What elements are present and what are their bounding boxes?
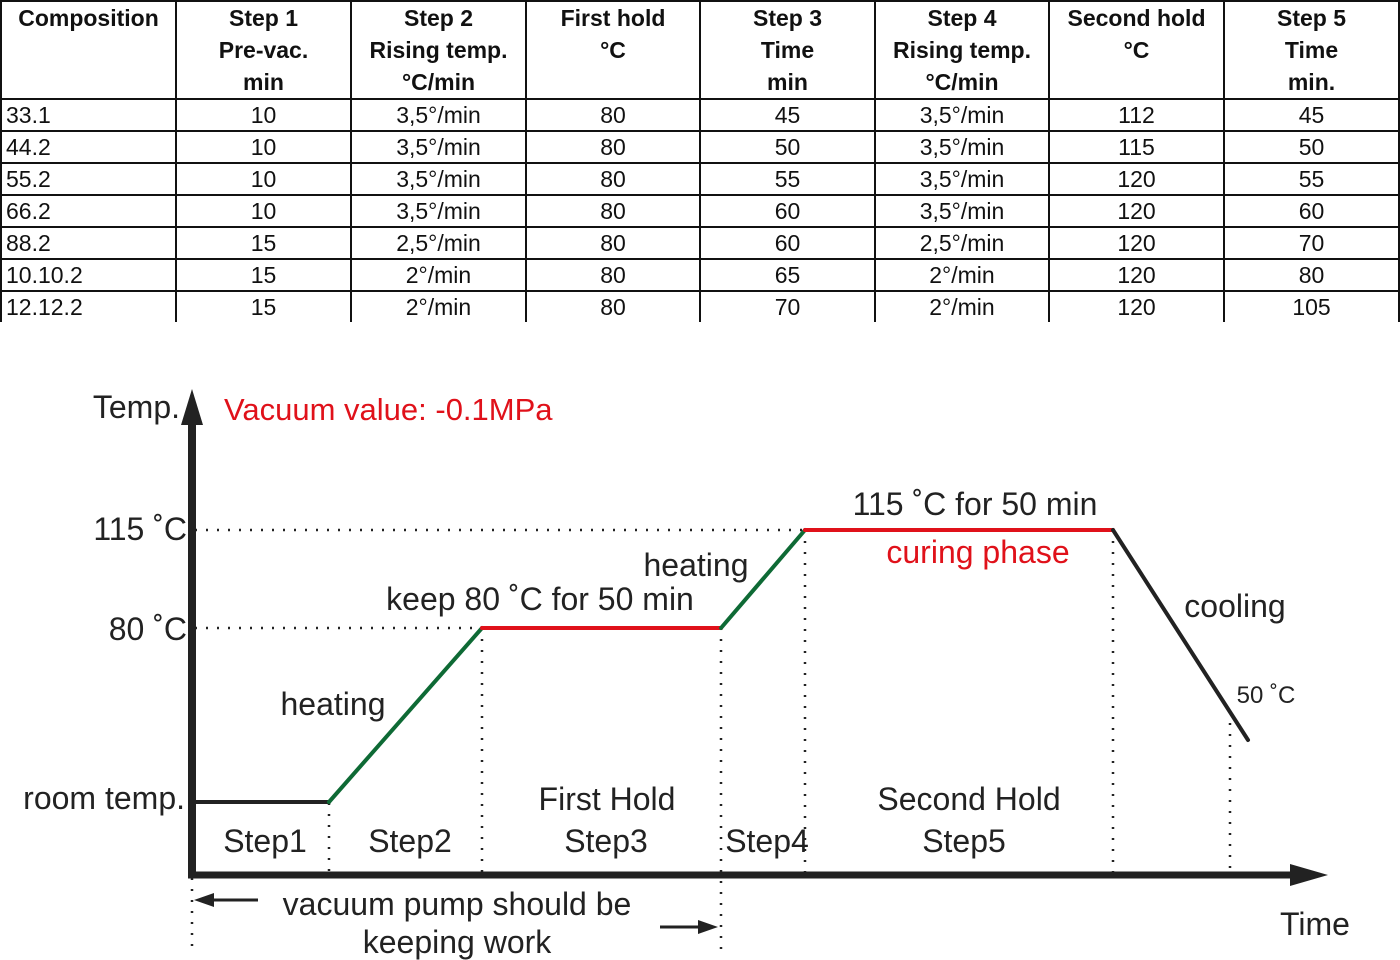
table-cell: 80	[526, 291, 700, 322]
axes	[181, 389, 1328, 886]
table-header	[1, 1, 1399, 99]
table-cell: 60	[700, 195, 875, 227]
table-cell: 60	[1224, 195, 1399, 227]
header-cell	[1049, 66, 1224, 99]
table-cell: 10	[176, 163, 351, 195]
table-cell: 3,5°/min	[875, 131, 1049, 163]
table-cell: 120	[1049, 163, 1224, 195]
x-axis-arrow	[1290, 864, 1328, 886]
room-temp-label: room temp.	[23, 780, 185, 816]
table-cell: 105	[1224, 291, 1399, 322]
header-cell: Step 5	[1224, 1, 1399, 34]
composition-cell: 44.2	[1, 131, 176, 163]
table-cell: 45	[1224, 99, 1399, 131]
header-cell: Step 1	[176, 1, 351, 34]
x-axis-label: Time	[1280, 906, 1350, 942]
table-cell: 55	[700, 163, 875, 195]
table-cell: 65	[700, 259, 875, 291]
table-cell: 112	[1049, 99, 1224, 131]
table-cell: 10	[176, 131, 351, 163]
table-row	[1, 131, 1399, 163]
table-cell: 10	[176, 195, 351, 227]
header-cell: Step 4	[875, 1, 1049, 34]
y-axis-label: Temp.	[92, 389, 180, 425]
table-cell: 50	[700, 131, 875, 163]
table-cell: 80	[526, 259, 700, 291]
table-cell: 80	[526, 227, 700, 259]
vacuum-pump-text-line2: keeping work	[362, 924, 552, 960]
temp-50-label: 50 ˚C	[1236, 682, 1296, 709]
table-row	[1, 99, 1399, 131]
step4-label: Step4	[725, 823, 809, 859]
table-cell: 2°/min	[351, 291, 526, 322]
temp-115-label: 115 ˚C	[93, 511, 187, 547]
table-cell: 80	[526, 163, 700, 195]
process-parameter-table	[0, 0, 1400, 322]
cooling-label: cooling	[1184, 588, 1286, 624]
table-cell: 3,5°/min	[875, 195, 1049, 227]
table-cell: 120	[1049, 195, 1224, 227]
header-cell: Time	[700, 34, 875, 66]
heating-label-1: heating	[280, 686, 386, 722]
header-cell: First hold	[526, 1, 700, 34]
table-cell: 70	[1224, 227, 1399, 259]
header-cell: Time	[1224, 34, 1399, 66]
cooling-segment	[1113, 530, 1248, 740]
header-cell: min	[700, 66, 875, 99]
step1-label: Step1	[223, 823, 307, 859]
table-cell: 2,5°/min	[875, 227, 1049, 259]
curing-phase-label: curing phase	[886, 534, 1070, 570]
composition-cell: 12.12.2	[1, 291, 176, 322]
table-cell: 2,5°/min	[351, 227, 526, 259]
header-cell	[526, 66, 700, 99]
table-body	[1, 99, 1399, 322]
table-row	[1, 291, 1399, 322]
header-cell: min	[176, 66, 351, 99]
vacuum-arrow-left-head	[194, 893, 214, 907]
heating-label-2: heating	[643, 547, 749, 583]
header-cell: Second hold	[1049, 1, 1224, 34]
table-cell: 3,5°/min	[351, 195, 526, 227]
composition-cell: 66.2	[1, 195, 176, 227]
table-row	[1, 259, 1399, 291]
header-cell	[1, 34, 176, 66]
header-cell: Pre-vac.	[176, 34, 351, 66]
table-cell: 15	[176, 291, 351, 322]
composition-cell: 55.2	[1, 163, 176, 195]
table-cell: 50	[1224, 131, 1399, 163]
header-cell: °C	[1049, 34, 1224, 66]
header-cell: Rising temp.	[875, 34, 1049, 66]
step2-label: Step2	[368, 823, 452, 859]
table-cell: 70	[700, 291, 875, 322]
vacuum-value-note: Vacuum value: -0.1MPa	[224, 392, 553, 427]
header-cell: °C/min	[875, 66, 1049, 99]
table-cell: 3,5°/min	[351, 163, 526, 195]
curing-profile-diagram	[0, 323, 1400, 960]
table-cell: 3,5°/min	[351, 131, 526, 163]
y-axis-arrow	[181, 389, 203, 425]
second-hold-label: Second Hold	[877, 781, 1061, 817]
table-cell: 2°/min	[875, 259, 1049, 291]
temp-80-label: 80 ˚C	[108, 611, 187, 647]
header-row	[1, 34, 1399, 66]
composition-cell: 10.10.2	[1, 259, 176, 291]
table-cell: 3,5°/min	[351, 99, 526, 131]
table-cell: 80	[1224, 259, 1399, 291]
table-cell: 60	[700, 227, 875, 259]
table-cell: 80	[526, 131, 700, 163]
table-row	[1, 195, 1399, 227]
table-cell: 80	[526, 99, 700, 131]
composition-cell: 33.1	[1, 99, 176, 131]
keep-80-label: keep 80 ˚C for 50 min	[386, 581, 694, 617]
header-cell: min.	[1224, 66, 1399, 99]
table-cell: 3,5°/min	[875, 99, 1049, 131]
header-row	[1, 1, 1399, 34]
header-cell: Composition	[1, 1, 176, 34]
step5-label: Step5	[922, 823, 1006, 859]
header-cell: Rising temp.	[351, 34, 526, 66]
process-parameter-table-container	[0, 0, 1400, 323]
header-cell: °C	[526, 34, 700, 66]
table-cell: 120	[1049, 259, 1224, 291]
table-row	[1, 163, 1399, 195]
vacuum-arrow-right-head	[698, 920, 718, 934]
table-cell: 3,5°/min	[875, 163, 1049, 195]
header-cell: °C/min	[351, 66, 526, 99]
composition-cell: 88.2	[1, 227, 176, 259]
table-row	[1, 227, 1399, 259]
first-hold-label: First Hold	[538, 781, 676, 817]
header-cell: Step 3	[700, 1, 875, 34]
hold-115-label: 115 ˚C for 50 min	[852, 486, 1098, 522]
table-cell: 2°/min	[351, 259, 526, 291]
step3-label: Step3	[564, 823, 648, 859]
table-cell: 15	[176, 227, 351, 259]
header-row	[1, 66, 1399, 99]
table-cell: 45	[700, 99, 875, 131]
table-cell: 120	[1049, 227, 1224, 259]
table-cell: 120	[1049, 291, 1224, 322]
vacuum-pump-text-line1: vacuum pump should be	[282, 886, 632, 922]
table-cell: 10	[176, 99, 351, 131]
header-cell	[1, 66, 176, 99]
table-cell: 15	[176, 259, 351, 291]
table-cell: 2°/min	[875, 291, 1049, 322]
header-cell: Step 2	[351, 1, 526, 34]
table-cell: 55	[1224, 163, 1399, 195]
table-cell: 115	[1049, 131, 1224, 163]
table-cell: 80	[526, 195, 700, 227]
